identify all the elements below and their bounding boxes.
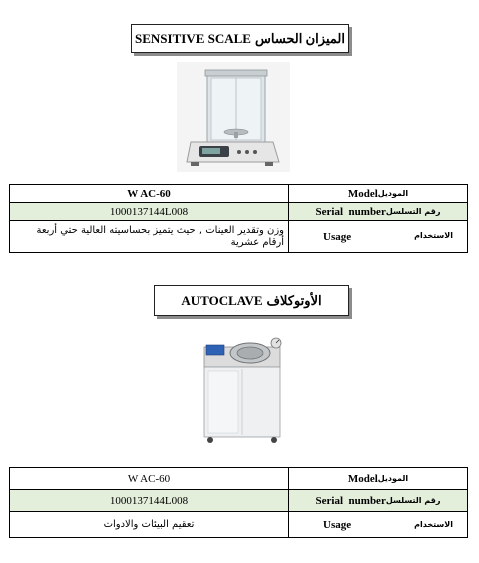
autoclave-photo bbox=[194, 333, 292, 448]
table-row bbox=[10, 203, 468, 221]
serial-value: 1000137144L008 bbox=[10, 490, 289, 512]
table-row bbox=[10, 185, 468, 203]
table-row bbox=[10, 468, 468, 490]
model-value: W AC-60 bbox=[10, 185, 289, 203]
serial-label: Serial number رقم التسلسل bbox=[289, 203, 468, 221]
serial-value: 1000137144L008 bbox=[10, 203, 289, 221]
table-row bbox=[10, 221, 468, 253]
model-label: Model الموديل bbox=[289, 468, 468, 490]
section2-spec-table bbox=[9, 467, 468, 538]
section1-spec-table bbox=[9, 184, 468, 253]
usage-value: تعقيم البيئات والادوات bbox=[10, 512, 289, 538]
usage-value: وزن وتقدير العينات , حيث يتميز بحساسيته العالية حتي أربعة أرقام عشرية bbox=[10, 221, 289, 253]
model-label: Model الموديل bbox=[289, 185, 468, 203]
section2-title-en: AUTOCLAVE bbox=[181, 292, 263, 308]
section1-title bbox=[131, 24, 349, 53]
usage-label: Usage الاستخدام bbox=[289, 221, 468, 253]
analytical-balance-photo bbox=[177, 62, 290, 172]
table-row bbox=[10, 490, 468, 512]
usage-label: Usage الاستخدام bbox=[289, 512, 468, 538]
serial-label: Serial number رقم التسلسل bbox=[289, 490, 468, 512]
section2-title-ar: الأوتوكلاف bbox=[266, 292, 322, 308]
section2-title bbox=[154, 285, 349, 316]
section1-title-ar: الميزان الحساس bbox=[254, 30, 345, 46]
section1-title-en: SENSITIVE SCALE bbox=[135, 30, 251, 46]
table-row bbox=[10, 512, 468, 538]
model-value: W AC-60 bbox=[10, 468, 289, 490]
